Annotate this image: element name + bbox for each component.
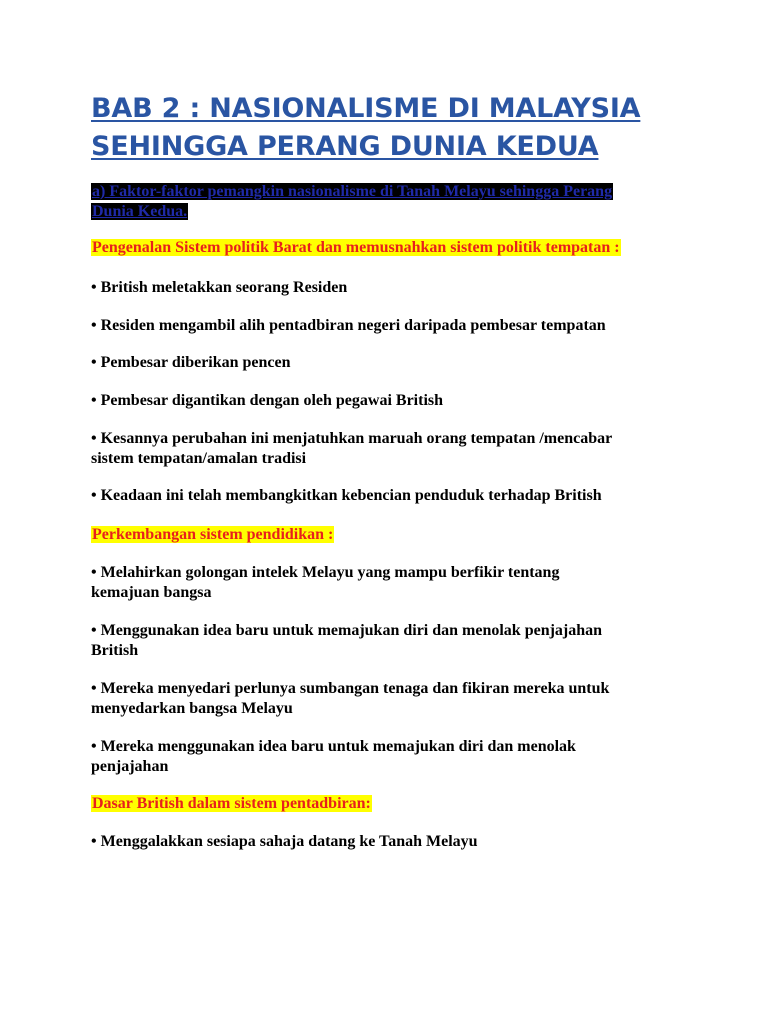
- sub-heading-line-1: a) Faktor-faktor pemangkin nasionalisme di Tanah Melayu sehingga Perang: [92, 183, 613, 200]
- list-item: • British meletakkan seorang Residen: [91, 279, 348, 296]
- section-heading-politik: Pengenalan Sistem politik Barat dan memusnahkan sistem politik tempatan :: [92, 239, 620, 256]
- list-item: • Kesannya perubahan ini menjatuhkan maruah orang tempatan /mencabar sistem tempatan/amalan tradisi: [91, 430, 613, 467]
- list-item: • Pembesar digantikan dengan oleh pegawai British: [91, 392, 444, 409]
- page-title-line-2: SEHINGGA PERANG DUNIA KEDUA: [91, 131, 599, 162]
- section-heading-pendidikan: Perkembangan sistem pendidikan :: [92, 526, 334, 543]
- list-item: • Mereka menyedari perlunya sumbangan tenaga dan fikiran mereka untuk menyedarkan bangsa Melayu: [91, 680, 610, 717]
- list-item: • Mereka menggunakan idea baru untuk memajukan diri dan menolak penjajahan: [91, 738, 576, 775]
- list-item: • Melahirkan golongan intelek Melayu yang mampu berfikir tentang kemajuan bangsa: [91, 564, 560, 601]
- list-item: • Keadaan ini telah membangkitkan kebencian penduduk terhadap British: [91, 487, 602, 504]
- list-item: • Menggalakkan sesiapa sahaja datang ke Tanah Melayu: [91, 833, 478, 850]
- sub-heading: [91, 182, 613, 222]
- page-title: [91, 90, 731, 166]
- page-title-line-1: BAB 2 : NASIONALISME DI MALAYSIA: [91, 93, 641, 124]
- list-item: • Residen mengambil alih pentadbiran negeri daripada pembesar tempatan: [91, 317, 606, 334]
- list-item: • Pembesar diberikan pencen: [91, 354, 291, 371]
- section-heading-pentadbiran: Dasar British dalam sistem pentadbiran:: [92, 795, 371, 812]
- sub-heading-line-2: Dunia Kedua.: [92, 203, 188, 220]
- list-item: • Menggunakan idea baru untuk memajukan diri dan menolak penjajahan British: [91, 622, 603, 659]
